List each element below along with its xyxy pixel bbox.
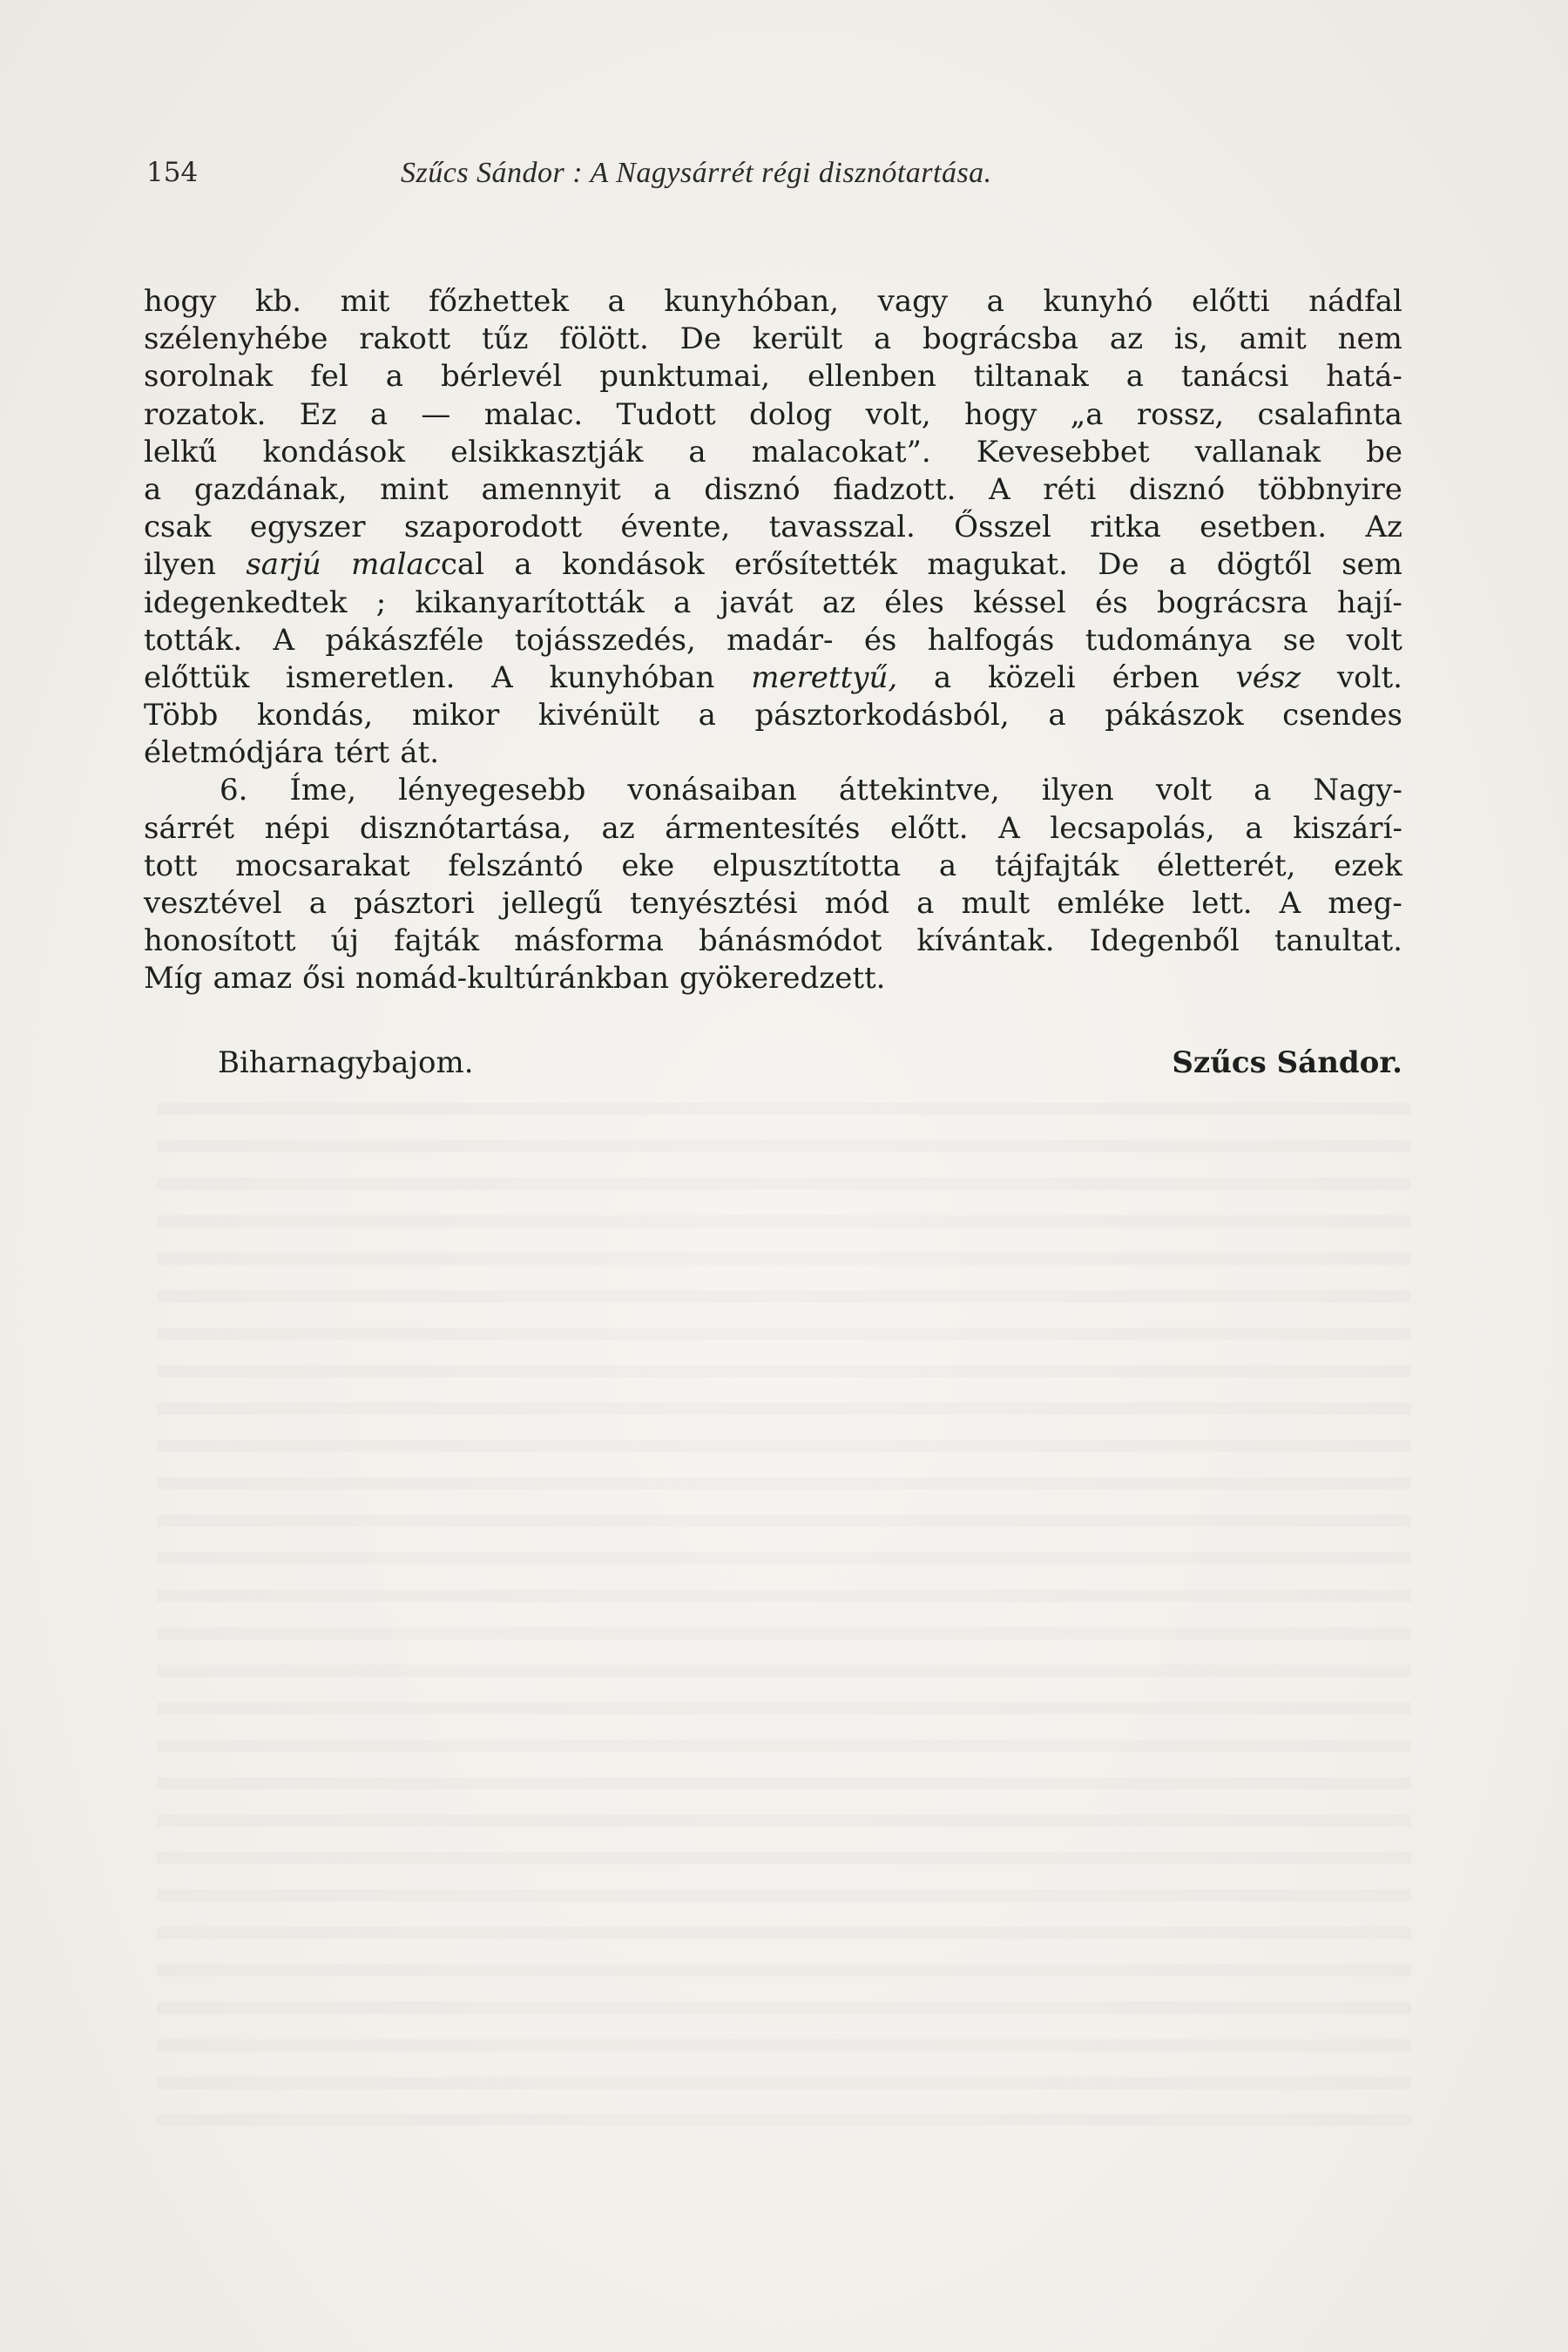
text-line: a gazdának, mint amennyit a disznó fiadzott. A réti disznó többnyire (144, 471, 1402, 507)
text-line: csak egyszer szaporodott évente, tavasszal. Ősszel ritka esetben. Az (144, 510, 1402, 545)
text-line: rozatok. Ez a — malac. Tudott dolog volt, hogy „a rossz, csalafinta (144, 396, 1402, 432)
reverse-side-show-through (157, 1080, 1411, 2126)
text-line: idegenkedtek ; kikanyarították a javát az éles késsel és bográcsra hají- (144, 585, 1402, 620)
body-text (144, 283, 1402, 998)
running-head (146, 157, 1418, 209)
signature-author: Szűcs Sándor. (1172, 1045, 1402, 1080)
text-line: ilyen sarjú malaccal a kondások erősítették magukat. De a dögtől sem (144, 547, 1402, 583)
text-line: tották. A pákászféle tojásszedés, madár- és halfogás tudománya se volt (144, 622, 1402, 658)
text-line: vesztével a pásztori jellegű tenyésztési mód a mult emléke lett. A meg- (144, 886, 1402, 921)
signature-place: Biharnagybajom. (218, 1045, 474, 1080)
text-line: hogy kb. mit főzhettek a kunyhóban, vagy a kunyhó előtti nádfal (144, 284, 1402, 319)
text-line: sorolnak fel a bérlevél punktumai, ellenben tiltanak a tanácsi hatá- (144, 359, 1402, 395)
running-title: Szűcs Sándor : A Nagysárrét régi disznótartása. (401, 157, 992, 189)
text-line: honosított új fajták másforma bánásmódot kívántak. Idegenből tanultat. (144, 923, 1402, 959)
text-line: életmódjára tért át. (144, 735, 440, 771)
signature-line (218, 1041, 1402, 1085)
text-line: sárrét népi disznótartása, az ármentesítés előtt. A lecsapolás, a kiszárí- (144, 810, 1402, 846)
text-line: szélenyhébe rakott tűz fölött. De került a bográcsba az is, amit nem (144, 321, 1402, 357)
page-number: 154 (146, 157, 199, 188)
text-line: előttük ismeretlen. A kunyhóban merettyű, a közeli érben vész volt. (144, 659, 1402, 695)
text-line: tott mocsarakat felszántó eke elpusztította a tájfajták életterét, ezek (144, 848, 1402, 883)
text-line: lelkű kondások elsikkasztják a malacokat”. Kevesebbet vallanak be (144, 434, 1402, 470)
text-line: 6. Íme, lényegesebb vonásaiban áttekintve, ilyen volt a Nagy- (220, 773, 1402, 808)
text-line: Míg amaz ősi nomád-kultúránkban gyökeredzett. (144, 961, 886, 997)
text-line: Több kondás, mikor kivénült a pásztorkodásból, a pákászok csendes (144, 698, 1402, 733)
